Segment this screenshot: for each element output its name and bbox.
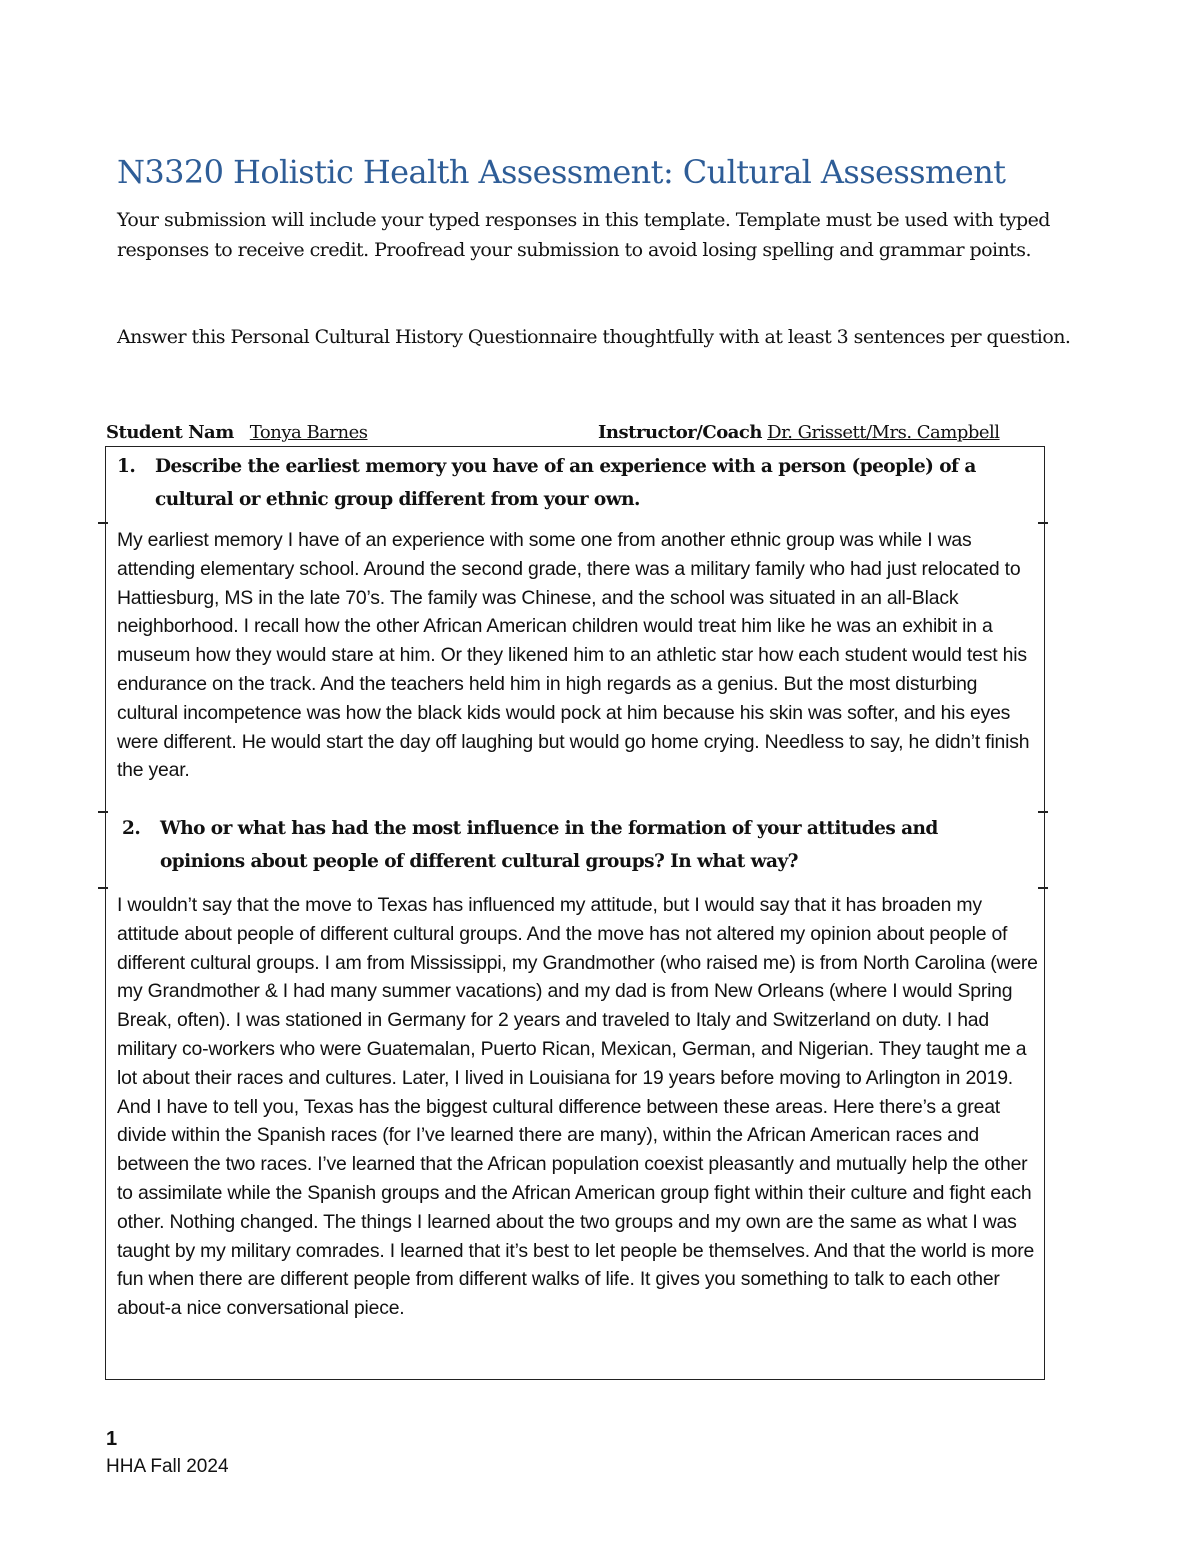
document-title: N3320 Holistic Health Assessment: Cultural Assessment [117,153,1006,191]
instructor-value: Dr. Grissett/Mrs. Campbell [767,422,1000,443]
question-text: Who or what has had the most influence in the formation of your attitudes and opinions about people of different cultural groups? In what way? [160,818,938,872]
intro-paragraph: Your submission will include your typed responses in this template. Template must be used with typed responses to receive credit. Proofread your submission to avoid losing spelling and grammar points. [117,209,1050,261]
cell-divider-mark [98,887,108,889]
cell-divider-mark [1038,811,1048,813]
cell-divider-mark [98,811,108,813]
instructor-field [598,420,1000,448]
question-text: Describe the earliest memory you have of an experience with a person (people) of a cultural or ethnic group different from your own. [155,456,976,510]
question-number: 2. [122,818,141,839]
instructor-label: Instructor/Coach [598,422,762,443]
student-name-field [106,420,368,448]
answer-1: My earliest memory I have of an experience with some one from another ethnic group was while I was attending elementary school. Around the second grade, there was a military family who had just relocated to Hattiesburg, MS in the late 70’s. The family was Chinese, and the school was situated in an all-Black neighborhood. I recall how the other African American children would treat him like he was an exhibit in a museum how they would stare at him. Or they likened him to an athletic star how each student would test his endurance on the track. And the teachers held him in high regards as a genius. But the most disturbing cultural incompetence was how the black kids would pock at him because his skin was softer, and his eyes were different. He would start the day off laughing but would go home crying. Needless to say, he didn’t finish the year. [117,529,1030,782]
student-name-value: Tonya Barnes [249,422,368,443]
footer-text: HHA Fall 2024 [106,1456,229,1477]
cell-divider-mark [1038,522,1048,524]
page-number: 1 [106,1428,118,1450]
answer-2: I wouldn’t say that the move to Texas has influenced my attitude, but I would say that it has broaden my attitude about people of different cultural groups. And the move has not altered my opinion about people of different cultural groups. I am from Mississippi, my Grandmother (who raised me) is from North Carolina (were my Grandmother & I had many summer vacations) and my dad is from New Orleans (where I would Spring Break, often). I was stationed in Germany for 2 years and traveled to Italy and Switzerland on duty. I had military co-workers who were Guatemalan, Puerto Rican, Mexican, German, and Nigerian. They taught me a lot about their races and cultures. Later, I lived in Louisiana for 19 years before moving to Arlington in 2019. And I have to tell you, Texas has the biggest cultural difference between these areas. Here there’s a great divide within the Spanish races (for I’ve learned there are many), within the African American races and between the two races. I’ve learned that the African population coexist pleasantly and mutually help the other to assimilate while the Spanish groups and the African American group fight within their culture and fight each other. Nothing changed. The things I learned about the two groups and my own are the same as what I was taught by my military comrades. I learned that it’s best to let people be themselves. And that the world is more fun when there are different people from different walks of life. It gives you something to talk to each other about-a nice conversational piece. [117,894,1038,1320]
cell-divider-mark [1038,887,1048,889]
question-number: 1. [117,456,136,477]
question-1 [117,450,1017,516]
cell-divider-mark [98,522,108,524]
question-2 [122,812,1022,878]
instructions-paragraph: Answer this Personal Cultural History Questionnaire thoughtfully with at least 3 sentences per question. [117,326,1071,348]
student-name-label: Student Nam [106,422,234,443]
